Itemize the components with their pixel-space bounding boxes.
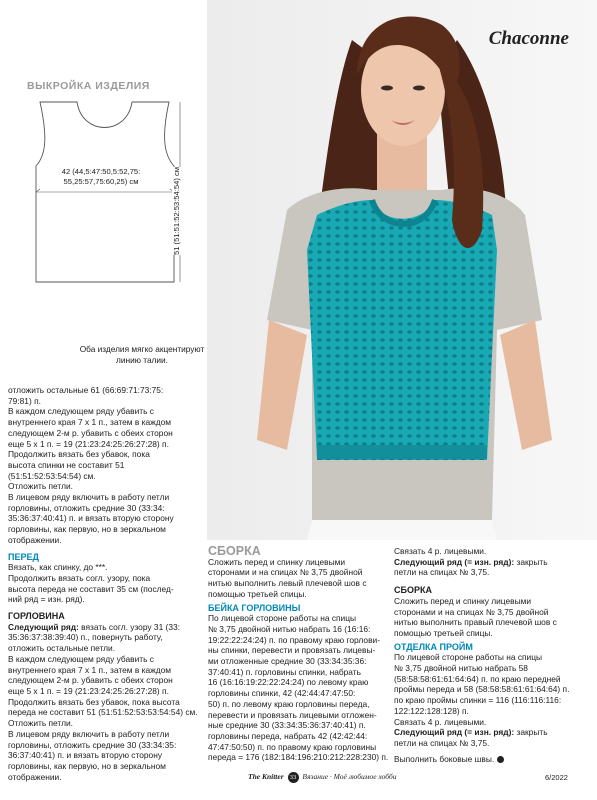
text-line: горловины переда, набрать 42 (42:42:44: (208, 730, 368, 741)
width-label-2: 55,25:57,75:60,25) см (63, 176, 139, 186)
text-line: В лицевом ряду включить в работу петли (8, 492, 170, 503)
end-mark-icon (497, 756, 504, 763)
text-line: ний ряд = изн. ряд). (8, 594, 85, 605)
text-line: петли на спицах № 3,75. (394, 737, 490, 748)
brand-name: Chaconne (488, 28, 569, 49)
text-line: помощью третьей спицы. (394, 627, 493, 638)
text-line: Отложить петли. (8, 481, 73, 492)
text-line: внутреннего края 7 х 1 п., затем в каждом (8, 417, 172, 428)
model-photo (207, 0, 597, 540)
text-line: 35:36:37:40:41) п. и вязать вторую сторону (8, 513, 174, 524)
text-fragment: вязать согл. узору 31 (33: (78, 621, 180, 632)
bold-lead: Следующий ряд: (8, 621, 79, 632)
back-continuation (8, 385, 204, 546)
text-line: следующем 2-м р. убавить с обеих сторон (8, 427, 173, 438)
text-fragment: закрыть (514, 556, 548, 567)
text-line: 35:36:37:38:39:40) п., повернуть работу, (8, 632, 163, 643)
text-line: отображении. (8, 534, 62, 545)
text-line: Продолжить вязать без убавок, пока высота (8, 696, 180, 707)
text-line: № 3,75 двойной нитью набрать 58 (394, 663, 528, 674)
text-line: горловины, как первую, но в зеркальном (8, 524, 166, 535)
text-line: Продолжить вязать без убавок, пока (8, 449, 150, 460)
text-line: ми отложенные средние 30 (33:34:35:36: (208, 656, 367, 667)
text-line: По лицевой стороне работы на спицы (394, 652, 543, 663)
text-line: помощью третьей спицы. (208, 588, 307, 599)
text-line: В каждом следующем ряду убавить с (8, 653, 154, 664)
text-line: следующем 2-м р. убавить с обеих сторон (8, 675, 173, 686)
text-line: Продолжить вязать согл. узору, пока (8, 572, 151, 583)
magazine-name: The Knitter (248, 772, 284, 781)
assembly-heading: СБОРКА (208, 544, 261, 558)
text-line: Вязать, как спинку, до ***. (8, 562, 108, 573)
text-line: № 3,75 двойной нитью набрать 16 (16:16: (208, 623, 371, 634)
text-line: переда = 176 (182:184:196:210:212:228:230) п. (208, 752, 389, 763)
text-line: петли на спицах № 3,75. (394, 567, 490, 578)
bold-lead: Следующий ряд (= изн. ряд): (394, 727, 515, 738)
width-dimension (41, 167, 161, 186)
text-line: 37:40:41) п. горловины спинки, набрать (208, 666, 361, 677)
neckband-heading: БЕЙКА ГОРЛОВИНЫ (208, 602, 301, 613)
footer-tagline: Вязание · Моё любимое хобби (302, 772, 397, 781)
text-fragment: закрыть (514, 727, 548, 738)
text-line: отложить остальные 61 (66:69:71:73:75: (8, 385, 164, 395)
page-footer (0, 768, 597, 788)
text-line (394, 754, 592, 765)
width-label-1: 42 (44,5:47:50,5:52,75: (61, 167, 141, 176)
text-line: проймы переда и 58 (58:58:58:61:61:64:64) п. (394, 684, 570, 695)
text-line: 122:122:128:128) п. (394, 705, 469, 716)
text-line: нитью выполнить правый плечевой шов с (394, 617, 557, 628)
model-illustration (207, 0, 597, 540)
text-line: Связать 4 р. лицевыми. (394, 546, 487, 556)
text-line: (51:51:52:53:54:54) см. (8, 470, 96, 481)
column-3 (394, 546, 592, 764)
text-line: ны спинки, перевести и провязать лицевы- (208, 645, 376, 656)
text-line: 36:37:40:41) п. и вязать вторую сторону (8, 750, 163, 761)
text-line: В каждом следующем ряду убавить с (8, 406, 154, 417)
neckline-heading: ГОРЛОВИНА (8, 611, 65, 622)
column-2 (208, 546, 390, 763)
footer-magazine (248, 772, 397, 783)
text-line: 79:81) п. (8, 395, 41, 406)
text-line: отображении. (8, 771, 62, 782)
text-line: В лицевом ряду включить в работу петли (8, 728, 170, 739)
text-line: еще 5 х 1 п. = 19 (21:23:24:25:26:27:28) п. (8, 685, 169, 696)
text-line: отложить остальные петли. (8, 643, 116, 654)
height-dimension: 51 (51:51:52:53:54:54) см (172, 167, 181, 255)
pattern-note: Оба изделия мягко акцентируют линию талии. (79, 344, 205, 365)
text-line: 47:47:50:50) п. по правому краю горловины (208, 741, 377, 752)
page-number: 33 (289, 774, 297, 781)
pattern-diagram (22, 94, 192, 294)
text-line: По лицевой стороне работы на спицы (208, 613, 357, 624)
page-number-badge (288, 772, 299, 783)
bold-lead: Следующий ряд (= изн. ряд): (394, 556, 515, 567)
text-line: по краю проймы спинки = 116 (116:116:116: (394, 695, 562, 706)
text-line: еще 5 х 1 п. = 19 (21:23:24:25:26:27:28) п. (8, 438, 169, 449)
text-line (8, 622, 204, 633)
text-line: ные средние 30 (33:34:35:36:37:40:41) п. (208, 720, 366, 731)
text-line: перевести и провязать лицевыми отложен- (208, 709, 377, 720)
text-line: горловины спинки, 42 (42:44:47:47:50: (208, 688, 356, 699)
text-line: сторонами и на спицах № 3,75 двойной (394, 606, 549, 617)
text-line: горловины, отложить средние 30 (33:34: (8, 502, 165, 513)
armhole-heading: ОТДЕЛКА ПРОЙМ (394, 641, 473, 652)
text-line: Сложить перед и спинку лицевыми (394, 595, 532, 606)
text-line: переда не составит 51 (51:51:52:53:53:54:54) см. (8, 707, 198, 718)
pattern-title: ВЫКРОЙКА ИЗДЕЛИЯ (27, 80, 150, 92)
front-heading: ПЕРЕД (8, 551, 39, 562)
text-line: 50) п. по левому краю горловины переда, (208, 698, 370, 709)
assembly-heading-2: СБОРКА (394, 585, 432, 596)
issue-number: 6/2022 (545, 773, 568, 782)
text-line (394, 557, 592, 568)
finish-text: Выполнить боковые швы. (394, 753, 495, 764)
column-1 (8, 385, 204, 782)
text-line: Связать 4 р. лицевыми. (394, 716, 487, 727)
text-line (394, 727, 592, 738)
text-line: горловины, отложить средние 30 (33:34:35: (8, 739, 177, 750)
text-line: 16 (16:16:19:22:22:24:24) по левому краю (208, 677, 369, 688)
text-line: 19:22:22:24:24) п. по правому краю горлови- (208, 634, 380, 645)
text-line: сторонами и на спицах № 3,75 двойной (208, 567, 363, 578)
text-line: нитью выполнить левый плечевой шов с (208, 578, 367, 589)
text-line: высота переда не составит 35 см (послед- (8, 583, 174, 594)
text-line: Отложить петли. (8, 718, 73, 729)
text-line: горловины, как первую, но в зеркальном (8, 760, 166, 771)
text-line: внутреннего края 7 х 1 п., затем в каждом (8, 664, 172, 675)
text-line: (58:58:58:61:61:64:64) п. по краю передней (394, 673, 561, 684)
text-line: Сложить перед и спинку лицевыми (208, 556, 346, 567)
text-line: высота спинки не составит 51 (8, 459, 125, 470)
